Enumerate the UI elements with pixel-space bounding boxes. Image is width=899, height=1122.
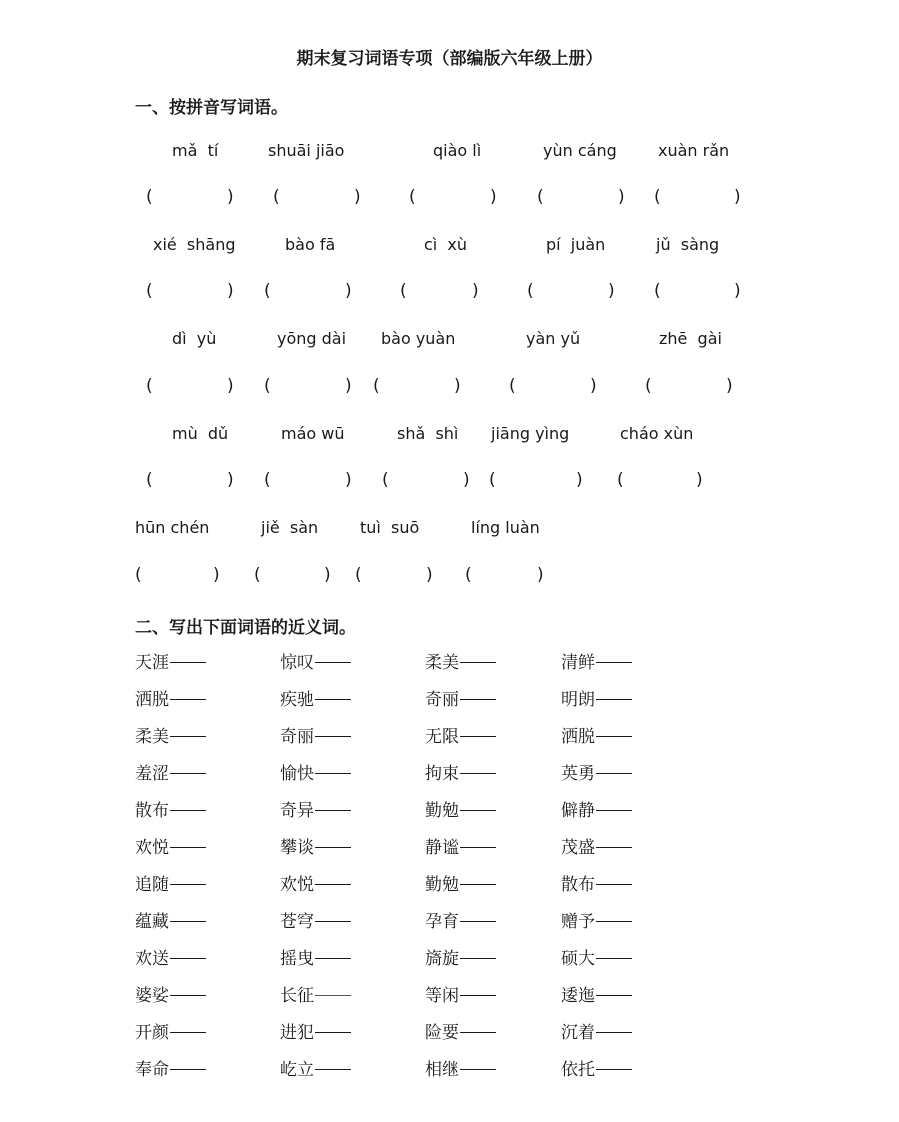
pinyin-item: yùn cáng [543, 141, 617, 160]
answer-bracket-close: ) [454, 376, 461, 396]
answer-bracket-open: ( [146, 187, 153, 207]
answer-bracket-close: ) [726, 376, 733, 396]
answer-bracket-open: ( [382, 470, 389, 490]
synonym-word: 清鲜 [561, 648, 632, 673]
synonym-word: 开颜 [135, 1018, 206, 1043]
synonym-word: 蕴藏 [135, 907, 206, 932]
synonym-word: 柔美 [425, 648, 496, 673]
answer-bracket-close: ) [227, 470, 234, 490]
answer-bracket-close: ) [227, 187, 234, 207]
synonym-word: 欢悦 [135, 833, 206, 858]
answer-bracket-open: ( [273, 187, 280, 207]
pinyin-item: cháo xùn [620, 424, 694, 443]
answer-bracket-open: ( [489, 470, 496, 490]
synonym-word: 茂盛 [561, 833, 632, 858]
synonym-word: 硕大 [561, 944, 632, 969]
synonym-word: 攀谈 [280, 833, 351, 858]
synonym-word: 旖旋 [425, 944, 496, 969]
answer-bracket-open: ( [355, 565, 362, 585]
answer-bracket-close: ) [345, 281, 352, 301]
synonym-word: 散布 [135, 796, 206, 821]
answer-bracket-open: ( [654, 187, 661, 207]
synonym-word: 苍穹 [280, 907, 351, 932]
answer-bracket-open: ( [645, 376, 652, 396]
synonym-word: 等闲 [425, 981, 496, 1006]
answer-bracket-close: ) [213, 565, 220, 585]
synonym-word: 逶迤 [561, 981, 632, 1006]
synonym-word: 婆娑 [135, 981, 206, 1006]
synonym-word: 孕育 [425, 907, 496, 932]
answer-bracket-close: ) [618, 187, 625, 207]
answer-bracket-close: ) [345, 376, 352, 396]
answer-bracket-open: ( [465, 565, 472, 585]
synonym-word: 长征 [280, 981, 351, 1006]
synonym-word: 奇丽 [425, 685, 496, 710]
page-title: 期末复习词语专项（部编版六年级上册） [296, 49, 603, 69]
answer-bracket-open: ( [527, 281, 534, 301]
synonym-word: 拘束 [425, 759, 496, 784]
synonym-word: 进犯 [280, 1018, 351, 1043]
word-row [0, 722, 899, 747]
pinyin-item: líng luàn [471, 518, 540, 537]
synonym-word: 赠予 [561, 907, 632, 932]
answer-bracket-close: ) [472, 281, 479, 301]
pinyin-item: pí juàn [546, 235, 606, 254]
answer-bracket-close: ) [463, 470, 470, 490]
pinyin-item: jiāng yìng [491, 424, 570, 443]
answer-bracket-open: ( [409, 187, 416, 207]
answer-bracket-close: ) [227, 376, 234, 396]
pinyin-item: bào yuàn [381, 329, 456, 348]
synonym-word: 散布 [561, 870, 632, 895]
word-row [0, 796, 899, 821]
synonym-word: 奇丽 [280, 722, 351, 747]
word-row [0, 1055, 899, 1080]
answer-bracket-close: ) [608, 281, 615, 301]
answer-bracket-close: ) [490, 187, 497, 207]
synonym-word: 勤勉 [425, 796, 496, 821]
pinyin-item: tuì suō [360, 518, 420, 537]
synonym-word: 天涯 [135, 648, 206, 673]
pinyin-item: yàn yǔ [526, 329, 581, 348]
synonym-word: 屹立 [280, 1055, 351, 1080]
answer-bracket-open: ( [146, 376, 153, 396]
word-row [0, 981, 899, 1006]
answer-bracket-open: ( [400, 281, 407, 301]
word-row [0, 833, 899, 858]
answer-bracket-close: ) [426, 565, 433, 585]
pinyin-item: shuāi jiāo [268, 141, 345, 160]
synonym-word: 险要 [425, 1018, 496, 1043]
pinyin-item: jiě sàn [261, 518, 319, 537]
answer-bracket-open: ( [254, 565, 261, 585]
answer-bracket-close: ) [576, 470, 583, 490]
synonym-word: 欢悦 [280, 870, 351, 895]
pinyin-item: mù dǔ [172, 424, 229, 443]
answer-bracket-open: ( [135, 565, 142, 585]
answer-bracket-open: ( [146, 281, 153, 301]
synonym-word: 愉快 [280, 759, 351, 784]
pinyin-item: zhē gài [659, 329, 722, 348]
pinyin-item: cì xù [424, 235, 468, 254]
pinyin-item: mǎ tí [172, 141, 219, 160]
pinyin-item: xié shāng [153, 235, 236, 254]
answer-bracket-close: ) [734, 187, 741, 207]
synonym-word: 羞涩 [135, 759, 206, 784]
word-row [0, 759, 899, 784]
pinyin-item: jǔ sàng [656, 235, 720, 254]
word-row [0, 870, 899, 895]
pinyin-item: xuàn rǎn [658, 141, 730, 160]
synonym-word: 柔美 [135, 722, 206, 747]
synonym-word: 惊叹 [280, 648, 351, 673]
synonym-word: 相继 [425, 1055, 496, 1080]
synonym-word: 英勇 [561, 759, 632, 784]
word-row [0, 944, 899, 969]
synonym-word: 奇异 [280, 796, 351, 821]
answer-bracket-close: ) [537, 565, 544, 585]
answer-bracket-close: ) [696, 470, 703, 490]
answer-bracket-open: ( [264, 281, 271, 301]
synonym-word: 追随 [135, 870, 206, 895]
section2-heading: 二、写出下面词语的近义词。 [135, 618, 356, 638]
word-row [0, 648, 899, 673]
synonym-word: 奉命 [135, 1055, 206, 1080]
section1-heading: 一、按拼音写词语。 [135, 98, 288, 118]
answer-bracket-open: ( [509, 376, 516, 396]
synonym-word: 僻静 [561, 796, 632, 821]
answer-bracket-open: ( [617, 470, 624, 490]
answer-bracket-open: ( [537, 187, 544, 207]
word-row [0, 1018, 899, 1043]
answer-bracket-open: ( [264, 470, 271, 490]
synonym-word: 沉着 [561, 1018, 632, 1043]
synonym-word: 静谧 [425, 833, 496, 858]
pinyin-item: yōng dài [277, 329, 347, 348]
synonym-word: 勤勉 [425, 870, 496, 895]
synonym-word: 洒脱 [561, 722, 632, 747]
answer-bracket-close: ) [590, 376, 597, 396]
word-row [0, 907, 899, 932]
synonym-word: 疾驰 [280, 685, 351, 710]
answer-bracket-close: ) [324, 565, 331, 585]
pinyin-item: hūn chén [135, 518, 210, 537]
answer-bracket-open: ( [146, 470, 153, 490]
answer-bracket-close: ) [345, 470, 352, 490]
answer-bracket-close: ) [354, 187, 361, 207]
word-row [0, 685, 899, 710]
synonym-word: 明朗 [561, 685, 632, 710]
synonym-word: 洒脱 [135, 685, 206, 710]
answer-bracket-open: ( [373, 376, 380, 396]
answer-bracket-close: ) [227, 281, 234, 301]
answer-bracket-open: ( [264, 376, 271, 396]
synonym-word: 无限 [425, 722, 496, 747]
pinyin-item: shǎ shì [397, 424, 459, 443]
pinyin-item: bào fā [285, 235, 336, 254]
pinyin-item: máo wū [281, 424, 345, 443]
synonym-word: 依托 [561, 1055, 632, 1080]
pinyin-item: dì yù [172, 329, 217, 348]
synonym-word: 欢送 [135, 944, 206, 969]
pinyin-item: qiào lì [433, 141, 482, 160]
answer-bracket-open: ( [654, 281, 661, 301]
answer-bracket-close: ) [734, 281, 741, 301]
synonym-word: 摇曳 [280, 944, 351, 969]
